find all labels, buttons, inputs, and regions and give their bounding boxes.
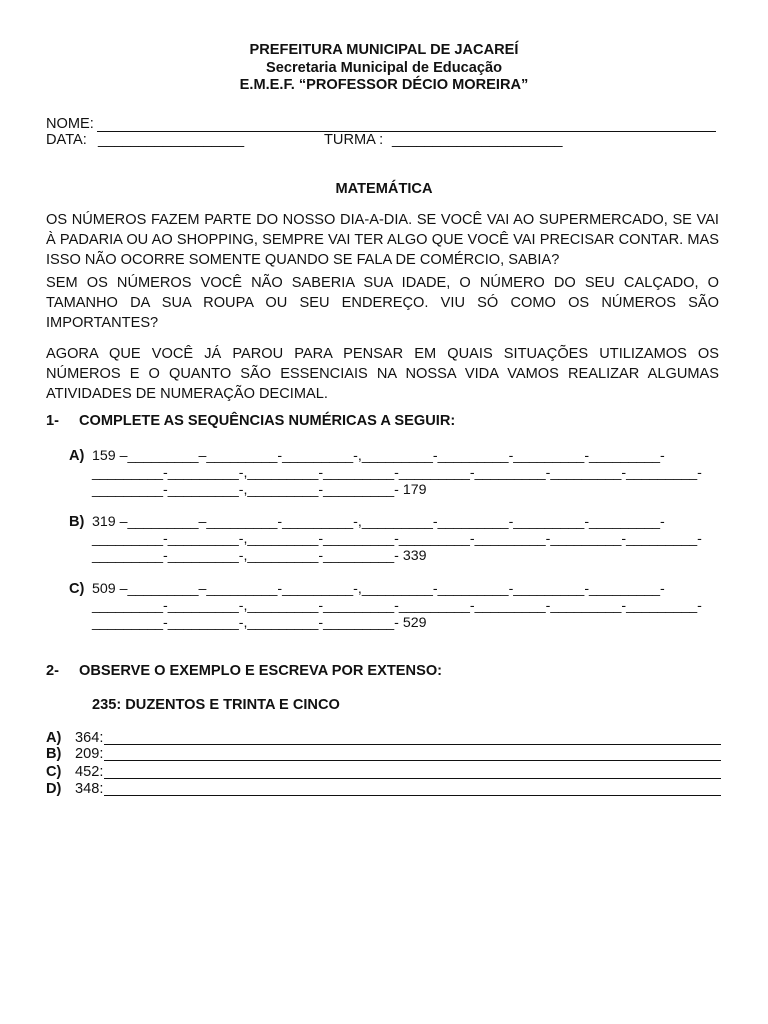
extenso-a-letter: A) xyxy=(46,730,62,746)
sequence-b-letter: B) xyxy=(69,514,85,530)
header-school: E.M.E.F. “PROFESSOR DÉCIO MOREIRA” xyxy=(239,77,529,93)
extenso-c-number: 452: xyxy=(75,764,104,780)
sequence-a-line-1[interactable]: 159 –_________–_________-_________-,_________-_________-_________-_________- xyxy=(92,448,665,464)
extenso-a-number: 364: xyxy=(75,730,104,746)
subject-title: MATEMÁTICA xyxy=(335,181,433,197)
extenso-c-letter: C) xyxy=(46,764,62,780)
question-2-number: 2- xyxy=(46,663,59,679)
sequence-b-line-2[interactable]: _________-_________-,_________-_________-_________-_________-_________-_________- xyxy=(92,531,702,547)
nome-label: NOME: xyxy=(46,116,94,132)
sequence-c-line-2[interactable]: _________-_________-,_________-_________-_________-_________-_________-_________- xyxy=(92,598,702,614)
question-1-number: 1- xyxy=(46,413,59,429)
sequence-b-line-1[interactable]: 319 –_________–_________-_________-,_________-_________-_________-_________- xyxy=(92,514,665,530)
extenso-c-field[interactable] xyxy=(104,778,721,779)
sequence-a-line-3[interactable]: _________-_________-,_________-_________- 179 xyxy=(92,482,427,498)
extenso-b-field[interactable] xyxy=(104,760,721,761)
question-2-example: 235: DUZENTOS E TRINTA E CINCO xyxy=(92,697,340,713)
extenso-a-field[interactable] xyxy=(104,744,721,745)
question-1-title: COMPLETE AS SEQUÊNCIAS NUMÉRICAS A SEGUIR: xyxy=(79,413,456,429)
extenso-d-field[interactable] xyxy=(104,795,721,796)
sequence-b-line-3[interactable]: _________-_________-,_________-_________- 339 xyxy=(92,548,427,564)
data-field[interactable]: __________________ xyxy=(98,132,245,148)
question-2-title: OBSERVE O EXEMPLO E ESCREVA POR EXTENSO: xyxy=(79,663,443,679)
extenso-d-letter: D) xyxy=(46,781,62,797)
sequence-c-line-1[interactable]: 509 –_________–_________-_________-,_________-_________-_________-_________- xyxy=(92,581,665,597)
sequence-a-line-2[interactable]: _________-_________-,_________-_________-_________-_________-_________-_________- xyxy=(92,465,702,481)
intro-paragraph-1: OS NÚMEROS FAZEM PARTE DO NOSSO DIA-A-DIA. SE VOCÊ VAI AO SUPERMERCADO, SE VAI À PADARIA OU AO SHOPPING, SEMPRE VAI TER ALGO QUE VOCÊ VAI PRECISAR CONTAR. MAS ISSO NÃO OCORRE SOMENTE QUANDO SE FALA DE COMÉRCIO, SABIA? xyxy=(46,212,719,268)
header-prefeitura: PREFEITURA MUNICIPAL DE JACAREÍ xyxy=(249,42,519,58)
extenso-b-number: 209: xyxy=(75,746,104,762)
data-label: DATA: xyxy=(46,132,87,148)
extenso-b-letter: B) xyxy=(46,746,62,762)
intro-paragraph-3: AGORA QUE VOCÊ JÁ PAROU PARA PENSAR EM QUAIS SITUAÇÕES UTILIZAMOS OS NÚMEROS E O QUANTO SÃO ESSENCIAIS NA NOSSA VIDA VAMOS REALIZAR ALGUMAS ATIVIDADES DE NUMERAÇÃO DECIMAL. xyxy=(46,346,719,402)
header-secretaria: Secretaria Municipal de Educação xyxy=(265,60,503,76)
turma-field[interactable]: _____________________ xyxy=(392,132,563,148)
sequence-c-line-3[interactable]: _________-_________-,_________-_________- 529 xyxy=(92,615,427,631)
turma-label: TURMA : xyxy=(324,132,384,148)
sequence-c-letter: C) xyxy=(69,581,85,597)
intro-paragraph-2: SEM OS NÚMEROS VOCÊ NÃO SABERIA SUA IDADE, O NÚMERO DO SEU CALÇADO, O TAMANHO DA SUA ROUPA OU SEU ENDEREÇO. VIU SÓ COMO OS NÚMEROS SÃO IMPORTANTES? xyxy=(46,275,719,331)
extenso-d-number: 348: xyxy=(75,781,104,797)
sequence-a-letter: A) xyxy=(69,448,85,464)
